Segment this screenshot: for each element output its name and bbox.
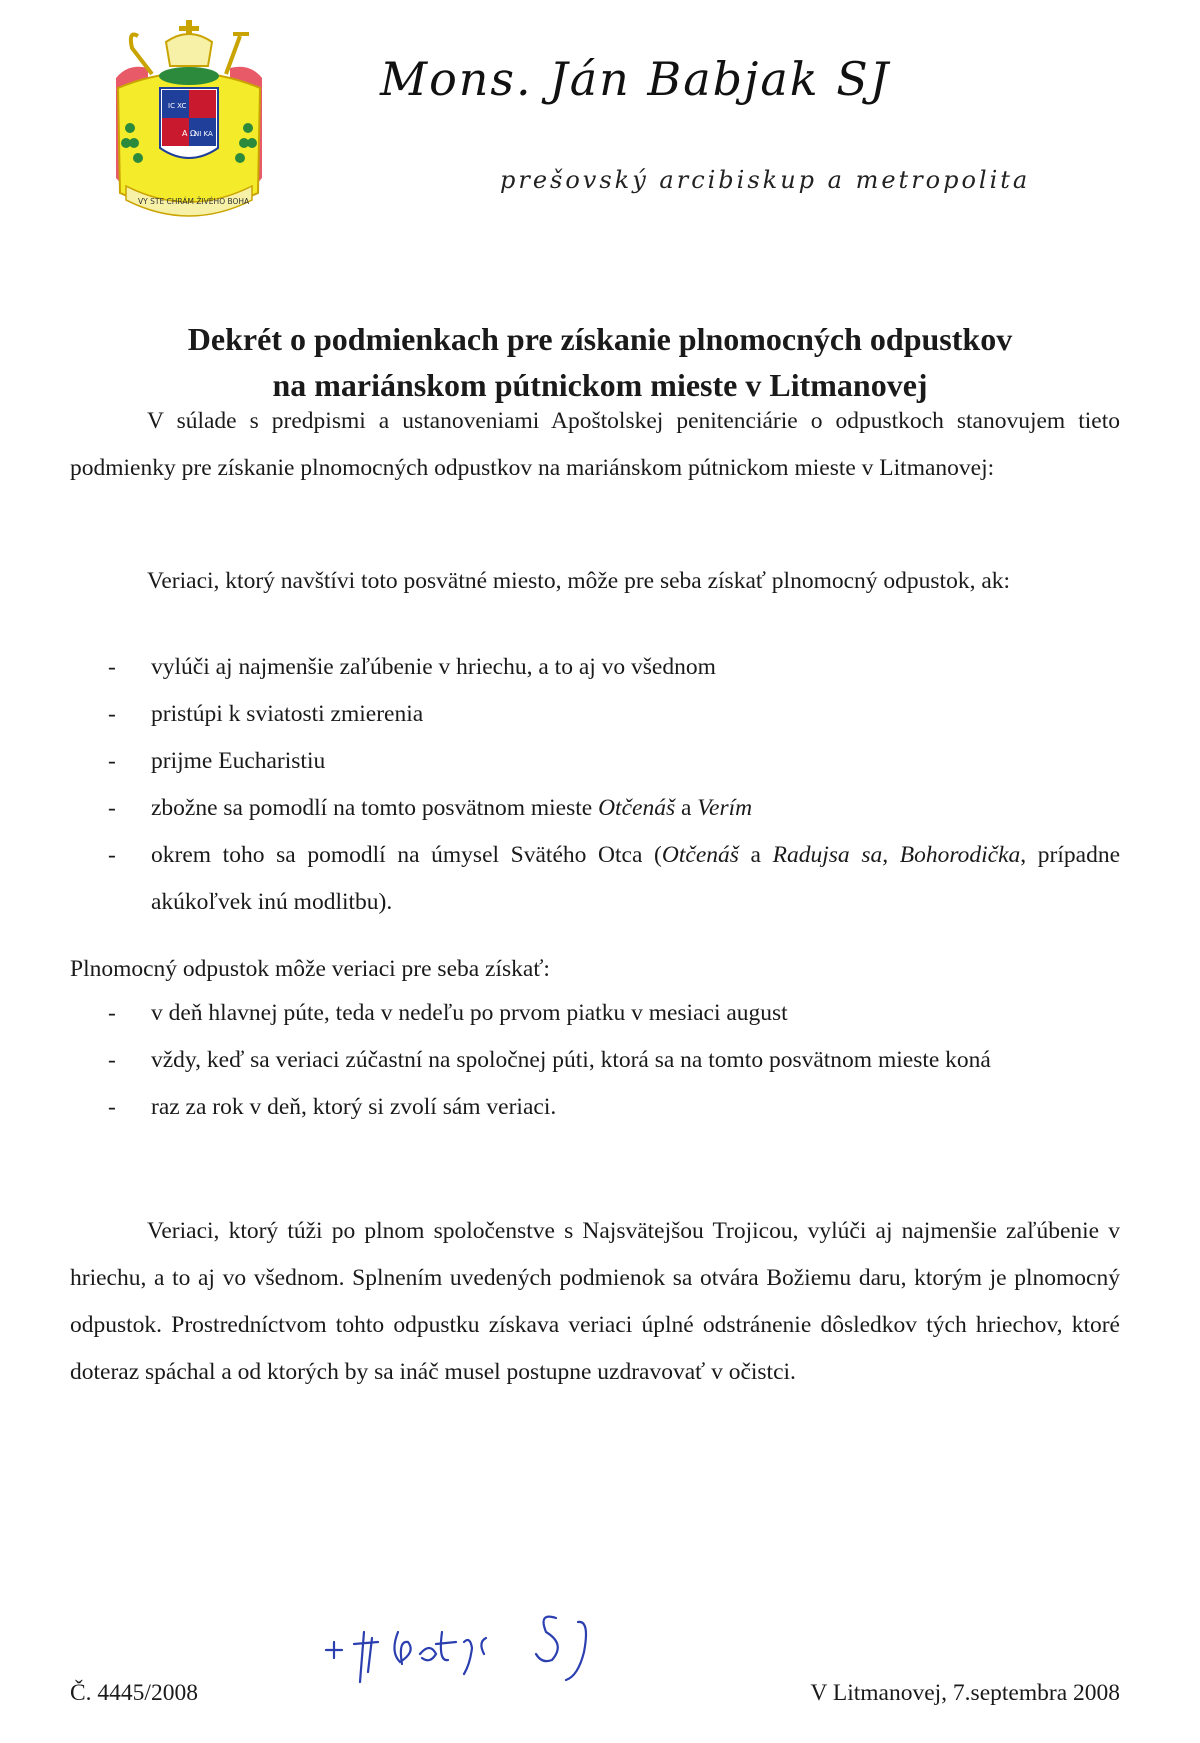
list-item-text: pristúpi k sviatosti zmierenia	[151, 701, 424, 727]
list-item: - prijme Eucharistiu	[108, 748, 326, 774]
list-item: - pristúpi k sviatosti zmierenia	[108, 701, 424, 727]
coat-glyph-2: A Ω	[182, 129, 197, 138]
coat-of-arms	[108, 18, 270, 234]
document-title	[60, 316, 1140, 408]
intro-paragraph: V súlade s predpismi a ustanoveniami Apoštolskej penitenciárie o odpustkoch stanovujem tieto podmienky pre získanie plnomocných odpustkov na mariánskom pútnickom mieste v Litmanovej:	[70, 408, 1120, 481]
list-item: - vždy, keď sa veriaci zúčastní na spoločnej púti, ktorá sa na tomto posvätnom mieste koná	[108, 1047, 991, 1073]
list-item-text: vždy, keď sa veriaci zúčastní na spoločnej púti, ktorá sa na tomto posvätnom mieste koná	[151, 1047, 991, 1073]
list-item-text: okrem toho sa pomodlí na úmysel Svätého Otca (	[151, 842, 662, 868]
place-and-date: V Litmanovej, 7.septembra 2008	[810, 1680, 1120, 1706]
reference-number: Č. 4445/2008	[70, 1680, 198, 1706]
list-item-text: a	[738, 842, 773, 868]
when-list	[70, 990, 1120, 1131]
prayer-name: Radujsa sa, Bohorodička	[772, 842, 1021, 868]
coat-glyph-3: NI KA	[194, 130, 213, 138]
prayer-name: Otčenáš	[661, 842, 739, 868]
prayer-name: Otčenáš	[598, 795, 676, 821]
list-item-text: vylúči aj najmenšie zaľúbenie v hriechu, a to aj vo všednom	[151, 654, 716, 680]
coat-glyph-1: IC XC	[168, 102, 187, 110]
closing-paragraph: Veriaci, ktorý túži po plnom spoločenstve s Najsvätejšou Trojicou, vylúči aj najmenšie zaľúbenie v hriechu, a to aj vo všednom. Splnením uvedených podmienok sa otvára Božiemu daru, ktorým je plnomocný odpustok. Prostredníctvom tohto odpustku získava veriaci úplné odstránenie dôsledkov tých hriechov, ktoré doteraz spáchal a od ktorých by sa ináč musel postupne uzdravovať v očistci.	[70, 1218, 1120, 1385]
list-item-text: raz za rok v deň, ktorý si zvolí sám veriaci.	[151, 1094, 557, 1120]
author-name: Mons. Ján Babjak SJ	[380, 52, 891, 106]
list-item: - v deň hlavnej púte, teda v nedeľu po prvom piatku v mesiaci august	[108, 1000, 788, 1026]
list-item: - zbožne sa pomodlí na tomto posvätnom mieste Otčenáš a Verím	[108, 795, 753, 821]
list-item: - raz za rok v deň, ktorý si zvolí sám veriaci.	[108, 1094, 557, 1120]
list-item-text: a	[675, 795, 698, 821]
when-lead: Plnomocný odpustok môže veriaci pre seba získať:	[70, 956, 550, 982]
conditions-lead: Veriaci, ktorý navštívi toto posvätné miesto, môže pre seba získať plnomocný odpustok, ak:	[147, 568, 1011, 594]
title-line-1: Dekrét o podmienkach pre získanie plnomocných odpustkov	[187, 321, 1013, 357]
list-item-text: v deň hlavnej púte, teda v nedeľu po prvom piatku v mesiaci august	[151, 1000, 788, 1026]
title-line-2: na mariánskom pútnickom mieste v Litmanovej	[272, 367, 928, 403]
list-item-text: zbožne sa pomodlí na tomto posvätnom mieste	[151, 795, 599, 821]
list-item-text: prijme Eucharistiu	[151, 748, 326, 774]
author-title: prešovský arcibiskup a metropolita	[500, 166, 1031, 194]
signature	[320, 1592, 640, 1702]
list-item: - vylúči aj najmenšie zaľúbenie v hriechu, a to aj vo všednom	[108, 654, 716, 680]
conditions-list	[70, 644, 1120, 926]
coat-motto: VY STE CHRÁM ŽIVÉHO BOHA	[138, 197, 250, 206]
prayer-name: Verím	[697, 795, 753, 821]
list-item: - okrem toho sa pomodlí na úmysel Svätého Otca (Otčenáš a Radujsa sa, Bohorodička, prípadne akúkoľvek inú modlitbu).	[108, 842, 1121, 915]
list-item-text: , prípadne akúkoľvek inú modlitbu).	[151, 842, 1121, 915]
